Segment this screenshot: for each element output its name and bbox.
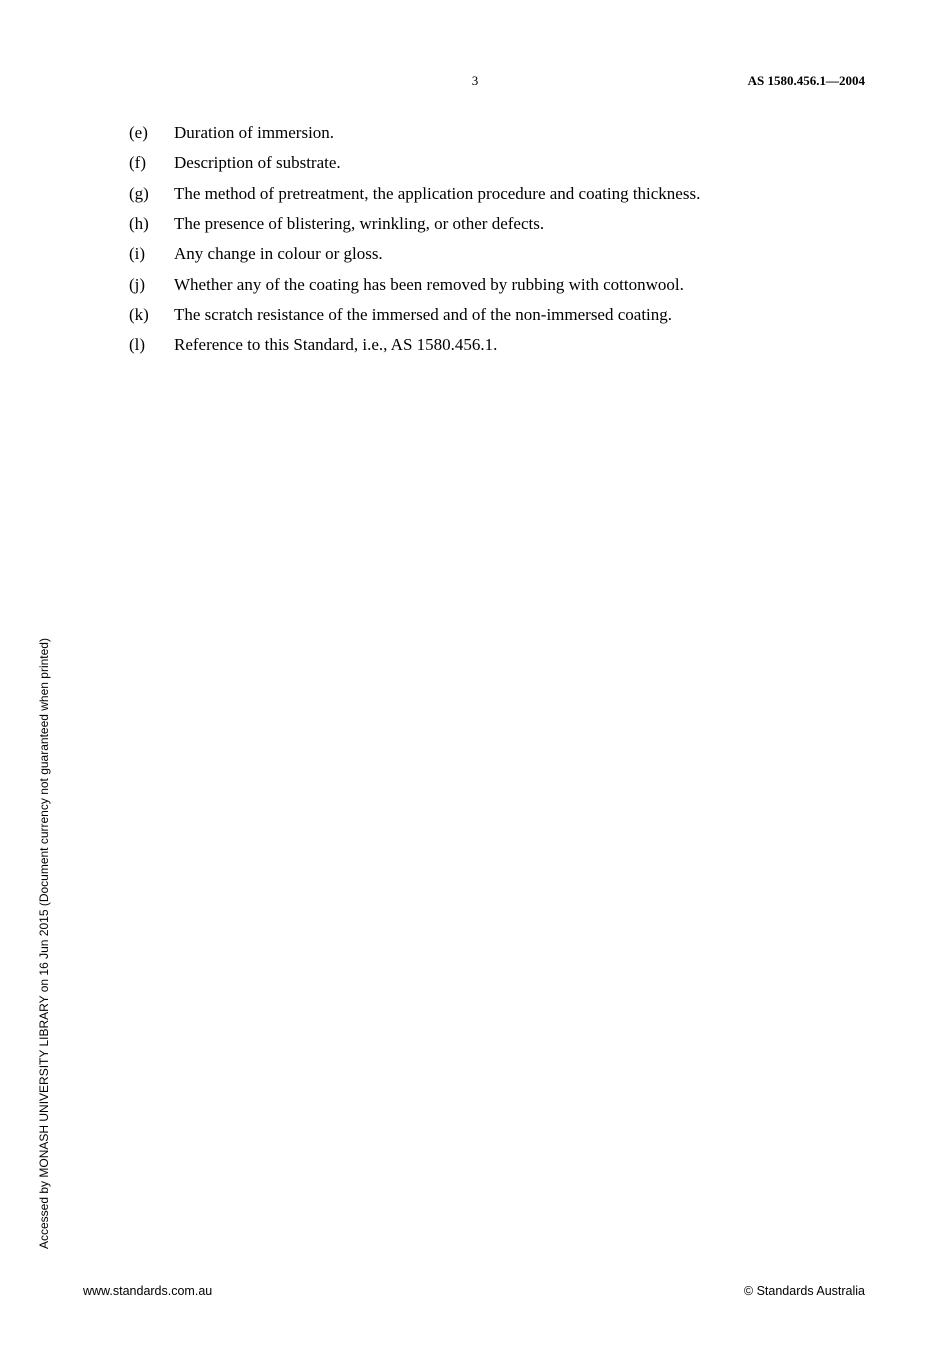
list-item (129, 179, 700, 209)
item-label: (k) (129, 304, 149, 324)
item-label: (l) (129, 335, 146, 355)
item-text: The method of pretreatment, the application procedure and coating thickness. (174, 183, 701, 203)
item-label: (i) (129, 244, 146, 264)
standard-code: AS 1580.456.1—2004 (747, 73, 865, 88)
item-label: (h) (129, 214, 149, 234)
list-item (129, 118, 700, 148)
item-text: Description of substrate. (174, 153, 341, 173)
footer-copyright: © Standards Australia (743, 1284, 865, 1298)
footer-website: www.standards.com.au (83, 1284, 213, 1298)
item-label: (g) (129, 183, 149, 203)
list-item (129, 209, 700, 239)
list-item (129, 148, 700, 178)
item-text: Reference to this Standard, i.e., AS 1580.456.1. (174, 335, 498, 355)
list-item (129, 239, 700, 269)
item-text: Any change in colour or gloss. (174, 244, 383, 264)
item-text: The scratch resistance of the immersed and of the non-immersed coating. (174, 304, 673, 324)
item-text: Duration of immersion. (174, 123, 335, 143)
list-item (129, 269, 700, 299)
list-item (129, 300, 700, 330)
item-label: (e) (129, 123, 148, 143)
page-number: 3 (471, 73, 479, 88)
item-label: (j) (129, 274, 146, 294)
report-items-list (129, 118, 700, 360)
item-text: Whether any of the coating has been removed by rubbing with cottonwool. (174, 274, 684, 294)
item-text: The presence of blistering, wrinkling, or other defects. (174, 214, 545, 234)
access-watermark-note: Accessed by MONASH UNIVERSITY LIBRARY on 16 Jun 2015 (Document currency not guaranteed when printed) (37, 638, 51, 1249)
item-label: (f) (129, 153, 146, 173)
list-item (129, 330, 700, 360)
